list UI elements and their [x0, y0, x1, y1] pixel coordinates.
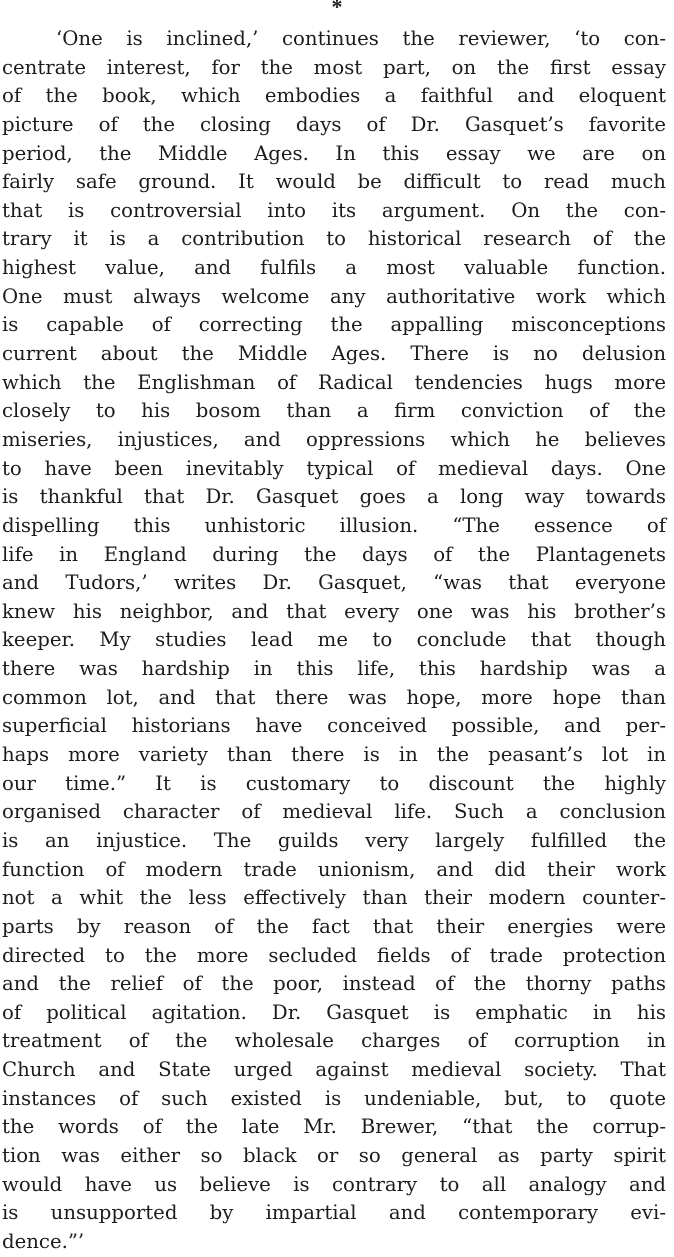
text-line: ‘One is inclined,’ continues the reviewer, ‘to con- [56, 27, 666, 50]
text-line: that is controversial into its argument. On the con- [2, 198, 666, 222]
text-line: not a whit the less effectively than their modern counter- [2, 886, 666, 910]
text-line: fairly safe ground. It would be difficult to read much [2, 170, 666, 194]
text-line: of the book, which embodies a faithful and eloquent [2, 84, 666, 108]
body-paragraph [2, 25, 666, 1257]
text-line: to have been inevitably typical of medieval days. One [2, 456, 666, 480]
text-line: highest value, and fulfils a most valuable function. [2, 256, 666, 280]
text-line: One must always welcome any authoritative work which [2, 284, 666, 308]
text-line: treatment of the wholesale charges of corruption in [2, 1029, 666, 1053]
text-line: and Tudors,’ writes Dr. Gasquet, “was that everyone [2, 571, 666, 595]
text-line: which the Englishman of Radical tendencies hugs more [2, 370, 666, 394]
text-line: dispelling this unhistoric illusion. “The essence of [2, 513, 666, 537]
text-line: haps more variety than there is in the peasant’s lot in [2, 743, 666, 767]
text-line: keeper. My studies lead me to conclude that though [2, 628, 666, 652]
text-line: there was hardship in this life, this hardship was a [2, 657, 666, 681]
text-line: current about the Middle Ages. There is no delusion [2, 342, 666, 366]
text-line: function of modern trade unionism, and did their work [2, 857, 666, 881]
text-line: is thankful that Dr. Gasquet goes a long way towards [2, 485, 666, 509]
text-line: life in England during the days of the Plantagenets [2, 542, 666, 566]
text-line: parts by reason of the fact that their energies were [2, 914, 666, 938]
text-line: trary it is a contribution to historical research of the [2, 227, 666, 251]
text-line: and the relief of the poor, instead of the thorny paths [2, 972, 666, 996]
text-line: common lot, and that there was hope, more hope than [2, 685, 666, 709]
text-line: our time.” It is customary to discount the highly [2, 771, 666, 795]
text-line: would have us believe is contrary to all analogy and [2, 1172, 666, 1196]
text-line: miseries, injustices, and oppressions which he believes [2, 427, 666, 451]
text-line: picture of the closing days of Dr. Gasquet’s favorite [2, 112, 666, 136]
text-line: superficial historians have conceived possible, and per- [2, 714, 666, 738]
text-line: closely to his bosom than a firm conviction of the [2, 399, 666, 423]
text-line: is capable of correcting the appalling misconceptions [2, 313, 666, 337]
text-line: the words of the late Mr. Brewer, “that the corrup- [2, 1115, 666, 1139]
text-line: is unsupported by impartial and contemporary evi- [2, 1201, 666, 1225]
section-marker: * [331, 0, 343, 19]
text-line: tion was either so black or so general as party spirit [2, 1143, 666, 1167]
text-line: dence.”’ [2, 1229, 85, 1253]
text-line: centrate interest, for the most part, on the first essay [2, 55, 666, 79]
text-line: is an injustice. The guilds very largely fulfilled the [2, 828, 666, 852]
text-line: Church and State urged against medieval society. That [2, 1058, 666, 1082]
text-line: instances of such existed is undeniable, but, to quote [2, 1086, 666, 1110]
text-line: period, the Middle Ages. In this essay we are on [2, 141, 666, 165]
text-line: of political agitation. Dr. Gasquet is emphatic in his [2, 1000, 666, 1024]
text-line: organised character of medieval life. Such a conclusion [2, 800, 666, 824]
text-line: knew his neighbor, and that every one was his brother’s [2, 599, 666, 623]
text-line: directed to the more secluded fields of trade protection [2, 943, 666, 967]
